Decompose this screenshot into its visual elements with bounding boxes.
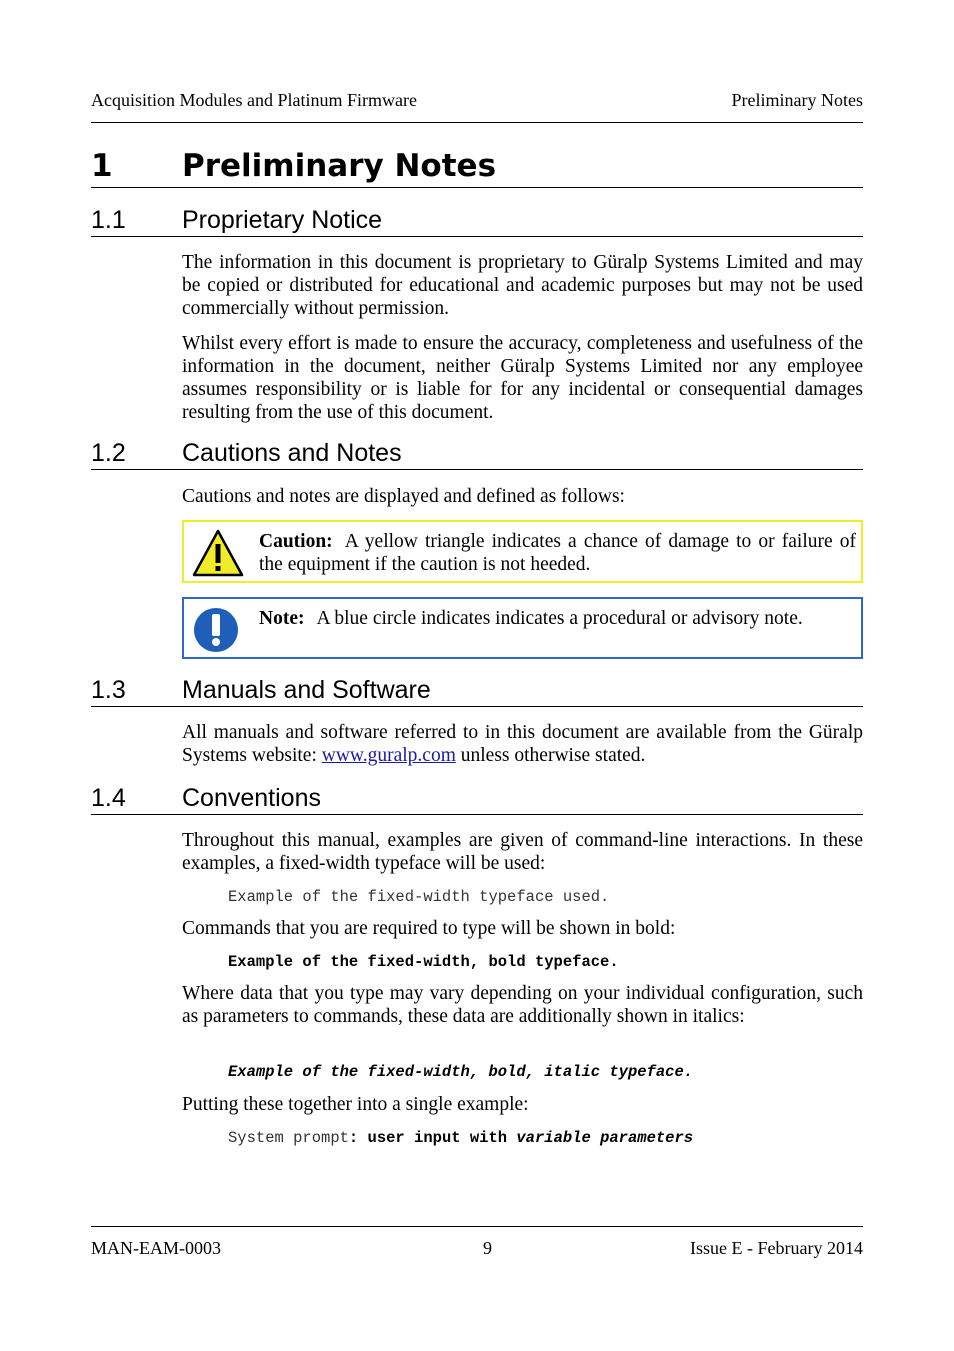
section-number: 1.1 [91,206,126,234]
paragraph-cautions-intro: Cautions and notes are displayed and defined as follows: [182,486,625,507]
note-label: Note: [259,608,305,629]
note-text-block [259,607,856,630]
page-header [91,90,863,123]
footer-issue-date: Issue E - February 2014 [690,1238,863,1258]
section-heading-proprietary-notice [91,204,863,237]
section-number: 1.4 [91,784,126,812]
section-heading-conventions [91,782,863,815]
manuals-text-after: unless otherwise stated. [455,745,646,766]
section-title: Conventions [182,784,321,812]
paragraph-disclaimer: Whilst every effort is made to ensure the accuracy, completeness and usefulness of the information in the document, neither Güralp Systems Limited nor any employee assumes responsibility or is liable for for any incidental or consequential damages resulting from the use of this document. [182,333,863,423]
chapter-title: Preliminary Notes [182,148,497,184]
caution-box [182,520,863,583]
section-heading-manuals-and-software [91,674,863,707]
caution-label: Caution: [259,531,333,552]
caution-text: A yellow triangle indicates a chance of damage to or failure of the equipment if the caution is not heeded. [259,531,856,575]
note-box [182,597,863,659]
paragraph-combined-example: Putting these together into a single example: [182,1094,529,1115]
warning-triangle-icon [192,528,244,578]
website-link[interactable]: www.guralp.com [321,745,456,766]
manuals-text-before: All manuals and software referred to in this document are available from the Güralp Systems website: [182,722,863,766]
page-footer [91,1226,863,1267]
section-title: Cautions and Notes [182,439,402,467]
footer-document-id: MAN-EAM-0003 [91,1238,221,1258]
paragraph-proprietary: The information in this document is proprietary to Güralp Systems Limited and may be copied or distributed for educational and academic purposes but may not be used commercially without permission. [182,252,863,319]
section-number: 1.3 [91,676,126,704]
section-title: Proprietary Notice [182,206,383,234]
exclamation-circle-icon [192,605,244,655]
chapter-number: 1 [91,148,113,184]
caution-text-block [259,530,856,576]
code-example-fixed-width: Example of the fixed-width typeface used. [228,888,610,906]
section-title: Manuals and Software [182,676,431,704]
section-number: 1.2 [91,439,126,467]
chapter-heading [91,148,863,188]
paragraph-bold-commands: Commands that you are required to type will be shown in bold: [182,918,676,939]
paragraph-conventions-intro: Throughout this manual, examples are given of command-line interactions. In these examples, a fixed-width typeface will be used: [182,830,863,874]
header-document-title: Acquisition Modules and Platinum Firmware [91,90,417,110]
paragraph-italic-data: Where data that you type may vary depending on your individual configuration, such as parameters to commands, these data are additionally shown in italics: [182,983,863,1027]
code-prompt-colon: : [348,1129,368,1147]
code-example-bold: Example of the fixed-width, bold typeface. [228,953,619,971]
code-example-combined [228,1129,693,1147]
code-example-bold-italic: Example of the fixed-width, bold, italic typeface. [228,1063,694,1081]
note-text: A blue circle indicates indicates a procedural or advisory note. [316,608,803,629]
code-prompt: System prompt [228,1129,349,1147]
paragraph-manuals [182,721,863,767]
code-variable-parameters: variable parameters [516,1129,694,1147]
header-section-title: Preliminary Notes [731,90,863,110]
code-user-input: user input with [367,1129,517,1147]
section-heading-cautions-and-notes [91,437,863,470]
footer-page-number: 9 [483,1238,492,1258]
